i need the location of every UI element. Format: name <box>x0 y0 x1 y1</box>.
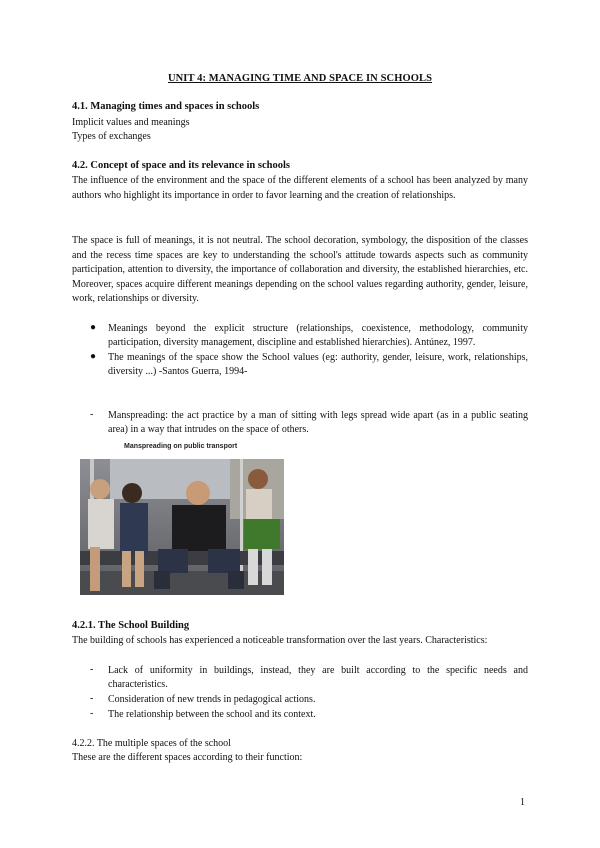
bullet-marker: ● <box>90 351 97 362</box>
dash-item: Lack of uniformity in buildings, instead, they are built according to the specific needs and characteristics. <box>108 665 528 691</box>
section-4-2-1-intro: The building of schools has experienced a noticeable transformation over the last years. Characteristics: <box>72 635 488 646</box>
bullet-marker: ● <box>90 322 97 333</box>
section-4-2-paragraph-2: The space is full of meanings, it is not neutral. The school decoration, symbology, the disposition of the classes and the recess time spaces are key to understanding the school's attitude towards aspects such as community participation, attention to diversity, the importance of collaboration and diversity, the established hierarchies, etc. Moreover, spaces acquire different meanings depending on the school values regarding authority, gender, leisure, work, relationships or diversity. <box>72 235 528 304</box>
dash-item: Consideration of new trends in pedagogical actions. <box>108 694 316 705</box>
dash-marker: - <box>90 708 94 719</box>
section-4-2-2-heading: 4.2.2. The multiple spaces of the school <box>72 738 231 749</box>
manspreading-photo <box>80 459 284 595</box>
dash-item-manspreading: Manspreading: the act practice by a man of sitting with legs spread wide apart (as in a public seating area) in a way that intrudes on the space of others. <box>108 410 528 436</box>
bullet-item: Meanings beyond the explicit structure (relationships, coexistence, methodology, community participation, diversity management, discipline and established hierarchies). Antúnez, 1997. <box>108 323 528 349</box>
section-4-1-heading: 4.1. Managing times and spaces in schools <box>72 101 260 112</box>
section-4-2-1-heading: 4.2.1. The School Building <box>72 620 190 631</box>
section-4-1-item: Types of exchanges <box>72 131 151 142</box>
photo-caption: Manspreading on public transport <box>124 443 238 450</box>
section-4-2-2-intro: These are the different spaces according to their function: <box>72 752 303 763</box>
dash-marker: - <box>90 693 94 704</box>
section-4-2-heading: 4.2. Concept of space and its relevance in schools <box>72 160 290 171</box>
section-4-2-paragraph-1: The influence of the environment and the space of the different elements of a school has been analyzed by many authors who highlight its importance in order to favor learning and the creation of relationships. <box>72 175 528 201</box>
page-title: UNIT 4: MANAGING TIME AND SPACE IN SCHOOLS <box>167 73 433 84</box>
bullet-item: The meanings of the space show the School values (eg: authority, gender, leisure, work, relationships, diversity ...) -Santos Guerra, 1994- <box>108 352 528 378</box>
page-number: 1 <box>520 797 525 808</box>
dash-item: The relationship between the school and its context. <box>108 709 316 720</box>
dash-marker: - <box>90 409 94 420</box>
section-4-1-item: Implicit values and meanings <box>72 117 190 128</box>
dash-marker: - <box>90 664 94 675</box>
